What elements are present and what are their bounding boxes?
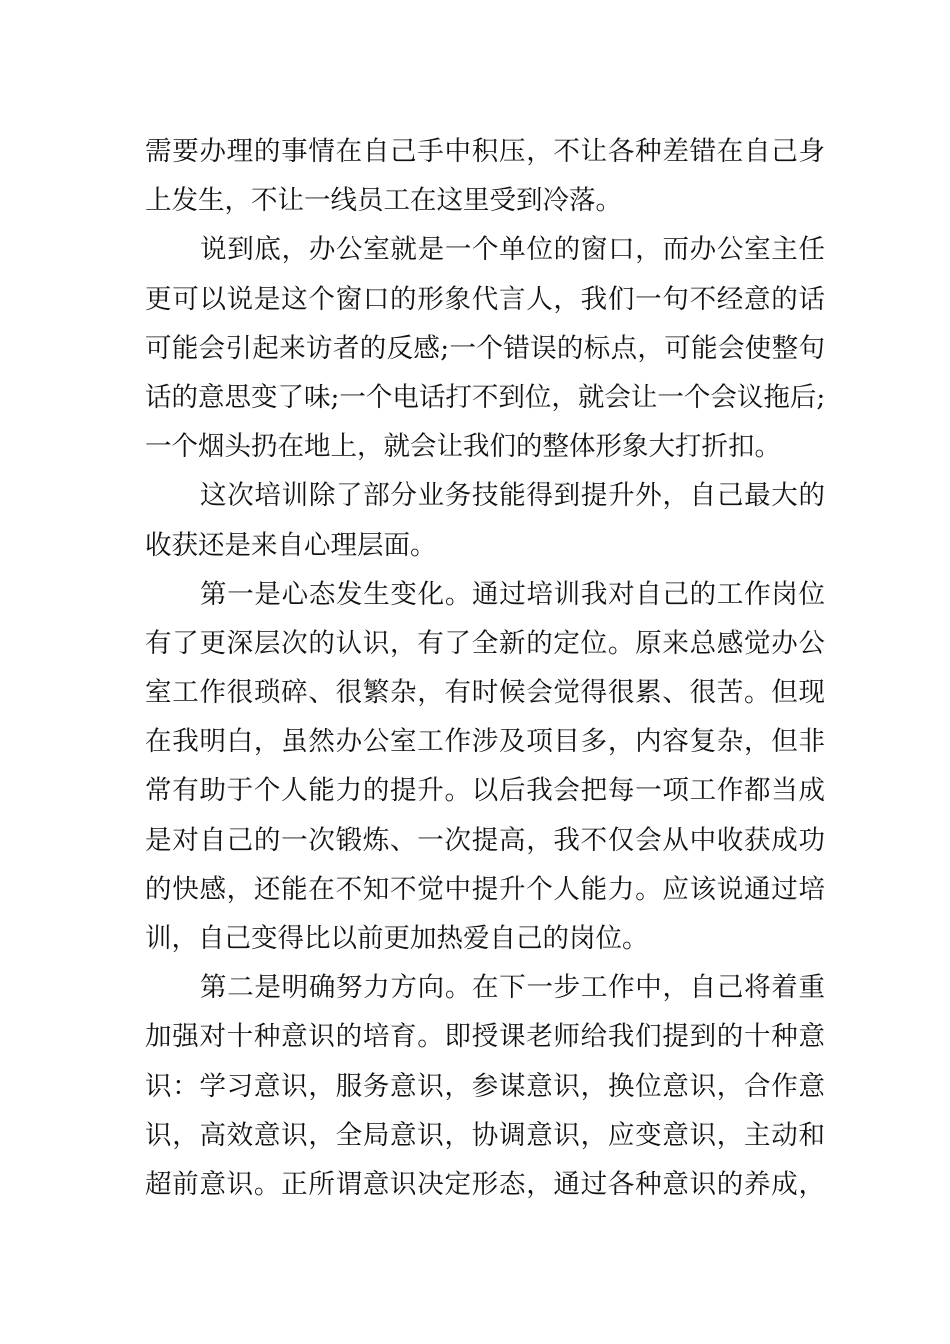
text-line: 可能会引起来访者的反感;一个错误的标点，可能会使整句 (145, 332, 825, 364)
text-line: 在我明白，虽然办公室工作涉及项目多，内容复杂，但非 (145, 726, 825, 758)
text-line: 一个烟头扔在地上，就会让我们的整体形象大打折扣。 (145, 431, 781, 463)
paragraph-3 (145, 471, 825, 569)
paragraph-4 (145, 570, 825, 964)
text-line: 更可以说是这个窗口的形象代言人，我们一句不经意的话 (145, 283, 825, 315)
text-line: 第一是心态发生变化。通过培训我对自己的工作岗位 (200, 578, 825, 610)
text-line: 需要办理的事情在自己手中积压，不让各种差错在自己身 (145, 136, 825, 167)
paragraph-5 (145, 963, 825, 1209)
text-line: 是对自己的一次锻炼、一次提高，我不仅会从中收获成功 (145, 824, 825, 856)
text-line: 第二是明确努力方向。在下一步工作中，自己将着重 (200, 972, 825, 1004)
paragraph-2 (145, 225, 825, 471)
text-line: 的快感，还能在不知不觉中提升个人能力。应该说通过培 (145, 873, 825, 905)
text-line: 训，自己变得比以前更加热爱自己的岗位。 (145, 923, 649, 954)
text-line: 识：学习意识，服务意识，参谋意识，换位意识，合作意 (145, 1070, 825, 1102)
document-body (145, 127, 825, 1209)
text-line: 说到底，办公室就是一个单位的窗口，而办公室主任 (200, 234, 825, 266)
text-line: 收获还是来自心理层面。 (145, 529, 437, 561)
text-line: 有了更深层次的认识，有了全新的定位。原来总感觉办公 (145, 627, 825, 659)
text-line: 话的意思变了味;一个电话打不到位，就会让一个会议拖后; (145, 381, 826, 413)
text-line: 室工作很琐碎、很繁杂，有时候会觉得很累、很苦。但现 (145, 677, 825, 709)
text-line: 常有助于个人能力的提升。以后我会把每一项工作都当成 (145, 775, 825, 807)
text-line: 超前意识。正所谓意识决定形态，通过各种意识的养成， (145, 1168, 825, 1200)
text-line: 这次培训除了部分业务技能得到提升外，自己最大的 (200, 480, 825, 512)
text-line: 加强对十种意识的培育。即授课老师给我们提到的十种意 (145, 1021, 825, 1053)
text-line: 识，高效意识，全局意识，协调意识，应变意识，主动和 (145, 1119, 825, 1151)
paragraph-1 (145, 127, 825, 225)
text-line: 上发生，不让一线员工在这里受到冷落。 (145, 185, 622, 217)
